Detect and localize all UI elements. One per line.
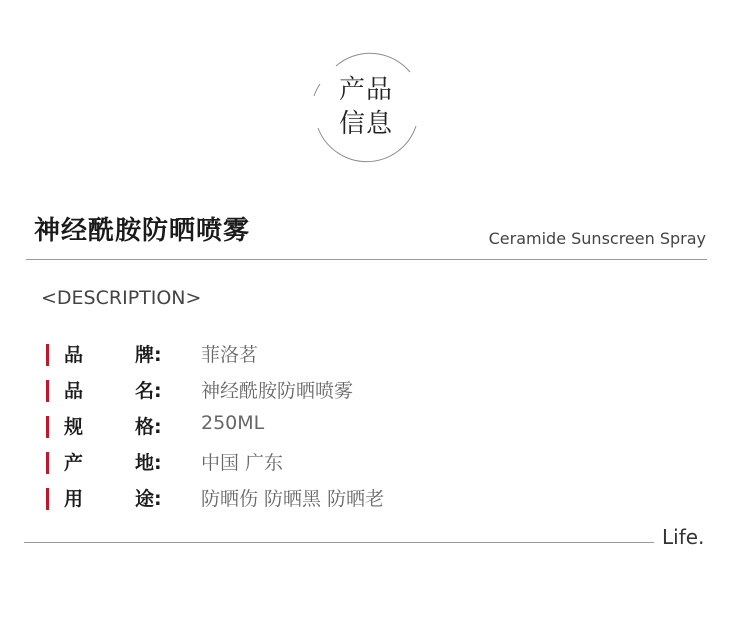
product-title: 神经酰胺防晒喷雾 — [34, 216, 251, 246]
info-value: 神经酰胺防晒喷雾 — [201, 380, 354, 402]
info-label-first: 用 — [64, 488, 84, 510]
info-value: 中国 广东 — [201, 452, 284, 474]
info-value: 250ML — [201, 412, 265, 434]
description-heading: <DESCRIPTION> — [41, 287, 202, 309]
info-label-first: 品 — [64, 380, 84, 402]
info-label-first: 产 — [64, 452, 84, 474]
info-label-second: 名: — [135, 380, 162, 402]
info-row-brand — [46, 337, 646, 373]
info-value: 菲洛茗 — [201, 344, 259, 366]
badge-title-line-1: 产品 — [338, 75, 393, 105]
info-label-second: 地: — [135, 452, 162, 474]
info-label-first: 规 — [64, 416, 84, 438]
product-info-badge — [310, 52, 422, 164]
info-list — [46, 337, 646, 517]
accent-bar — [46, 488, 49, 510]
info-row-spec — [46, 409, 646, 445]
footer-mark: Life. — [662, 525, 705, 549]
info-label-second: 格: — [135, 416, 162, 438]
badge-title-line-2: 信息 — [338, 109, 393, 139]
accent-bar — [46, 380, 49, 402]
info-row-name — [46, 373, 646, 409]
product-subtitle: Ceramide Sunscreen Spray — [488, 229, 706, 248]
accent-bar — [46, 416, 49, 438]
info-row-usage — [46, 481, 646, 517]
accent-bar — [46, 452, 49, 474]
accent-bar — [46, 344, 49, 366]
info-label-first: 品 — [64, 344, 84, 366]
info-label-second: 牌: — [135, 344, 162, 366]
divider-bottom — [24, 542, 654, 543]
info-row-origin — [46, 445, 646, 481]
info-label-second: 途: — [135, 488, 162, 510]
info-value: 防晒伤 防晒黑 防晒老 — [201, 488, 385, 510]
divider-top — [26, 259, 707, 260]
